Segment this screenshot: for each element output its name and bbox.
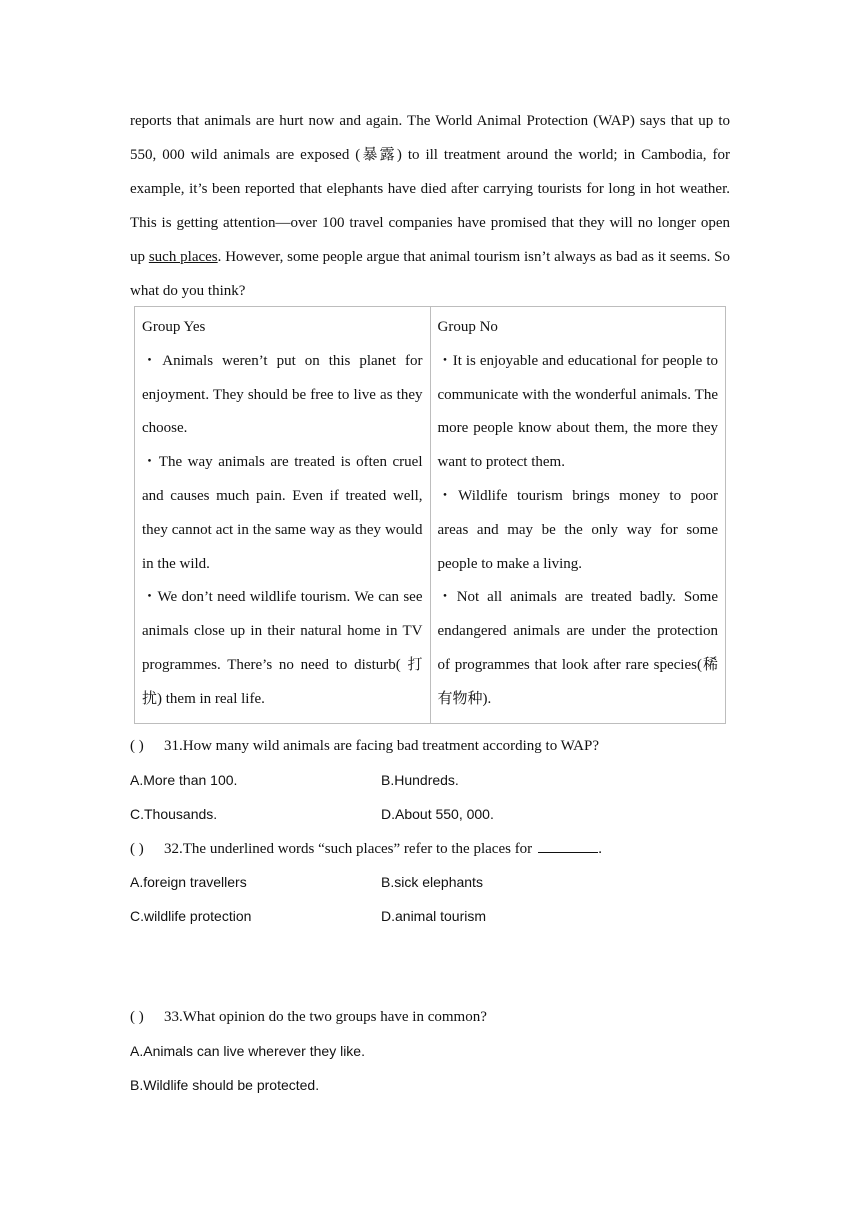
question-33 — [130, 1007, 487, 1027]
q31-option-d: D.About 550, 000. — [381, 806, 494, 822]
group-no-point: ・It is enjoyable and educational for people to communicate with the wonderful animals. The more people know about them, the more they want to protect them. — [437, 352, 718, 471]
q33-option-b: B.Wildlife should be protected. — [130, 1077, 320, 1093]
question-31 — [130, 736, 599, 756]
answer-bracket[interactable]: ( ) — [130, 738, 144, 754]
answer-bracket[interactable]: ( ) — [130, 1009, 144, 1025]
q32-option-b: B.sick elephants — [381, 874, 483, 890]
group-yes-point: ・We don’t need wildlife tourism. We can see animals close up in their natural home in TV programmes. There’s no need to disturb( 打扰) them in real life. — [142, 589, 423, 707]
question-31-text: 31.How many wild animals are facing bad treatment according to WAP? — [164, 738, 600, 754]
q32-option-d: D.animal tourism — [381, 908, 487, 924]
question-32-text: 32.The underlined words “such places” refer to the places for — [164, 841, 533, 857]
reading-passage — [130, 104, 730, 308]
underlined-phrase: such places — [148, 249, 218, 265]
group-yes-point: ・Animals weren’t put on this planet for enjoyment. They should be free to live as they choose. — [142, 352, 423, 437]
question-32-end: . — [598, 841, 602, 857]
q32-option-a: A.foreign travellers — [130, 874, 247, 890]
question-32 — [130, 838, 602, 859]
group-yes-cell — [135, 307, 431, 724]
group-yes-heading: Group Yes — [142, 319, 206, 335]
group-no-heading: Group No — [437, 319, 498, 335]
group-no-point: ・Not all animals are treated badly. Some endangered animals are under the protection of programmes that look after rare species(稀有物种). — [437, 589, 718, 707]
opinions-table — [134, 306, 726, 724]
group-yes-point: ・The way animals are treated is often cruel and causes much pain. Even if treated well, they cannot act in the same way as they would in the wild. — [142, 454, 423, 572]
passage-text-end: . However, some people argue that animal tourism isn’t always as bad as it seems. So what do you think? — [130, 249, 730, 299]
answer-bracket[interactable]: ( ) — [130, 841, 144, 857]
q33-option-a: A.Animals can live wherever they like. — [130, 1043, 365, 1059]
fill-blank[interactable] — [538, 838, 598, 853]
q31-option-a: A.More than 100. — [130, 772, 238, 788]
passage-text-start: reports that animals are hurt now and again. The World Animal Protection (WAP) says that up to 550, 000 wild animals are exposed (暴露) to ill treatment around the world; in Cambodia, for example, it’s been reported that elephants have died after carrying tourists for long in hot weather. This is getting attention—over 100 travel companies have promised that they will no longer open up — [130, 113, 730, 265]
group-no-cell — [430, 307, 726, 724]
q32-option-c: C.wildlife protection — [130, 908, 252, 924]
q31-option-b: B.Hundreds. — [381, 772, 459, 788]
question-33-text: 33.What opinion do the two groups have in common? — [164, 1009, 487, 1025]
q31-option-c: C.Thousands. — [130, 806, 218, 822]
group-no-point: ・Wildlife tourism brings money to poor areas and may be the only way for some people to make a living. — [437, 487, 718, 572]
